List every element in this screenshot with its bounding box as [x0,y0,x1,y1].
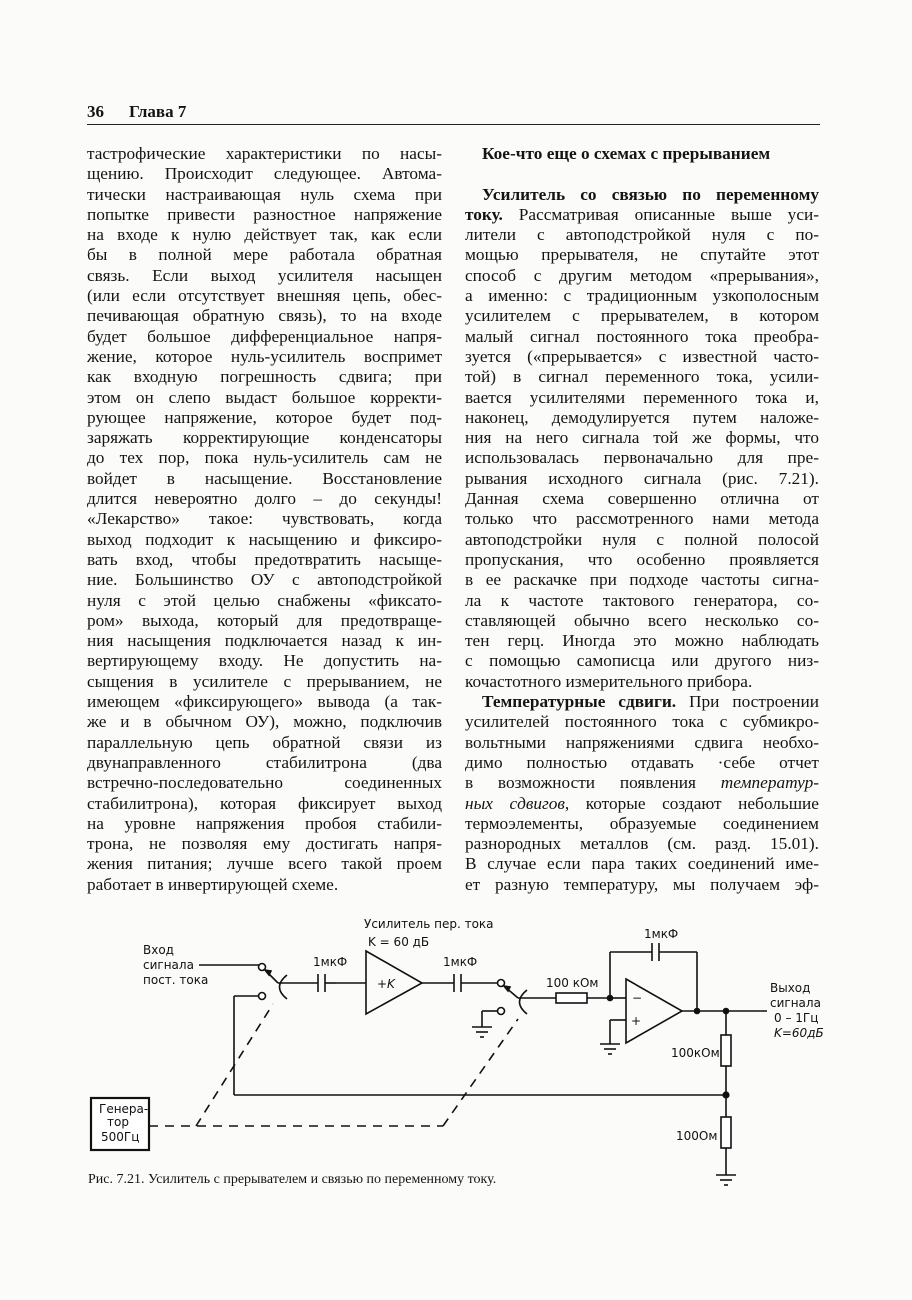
r-ground-label: 100Ом [676,1129,718,1143]
ac-amplifier [336,951,422,1014]
paragraph-line: усилителем с прерывателем, в котором [465,306,819,326]
text-run: в возможности появления [465,773,721,793]
output-label: K=60дБ [774,1026,824,1040]
paragraph-line: трона, не позволяя ему достигать напря- [87,834,442,854]
paragraph-line: печивающая обратную связь), то на входе [87,306,442,326]
paragraph-line: разнородных металлов (см. разд. 15.01). [465,834,819,854]
paragraph-line: двунаправленного стабилитрона (два [87,752,442,772]
paragraph-line: димо полностью отдавать ·себе отчет [465,752,819,772]
paragraph-line: щению. Происходит следующее. Автома- [87,164,442,184]
paragraph-line: усилителей постоянного тока с субмикро- [465,712,819,732]
paragraph-line: будет большое дифференциальное напря- [87,326,442,346]
paragraph-line: же и в обычном ОУ), можно, подключив [87,712,442,732]
run-in-heading-end: току. [465,204,503,224]
chopper-switch-1 [259,964,319,1000]
capacitor-2 [422,974,499,992]
cap2-label: 1мкФ [443,955,478,969]
output-label: 0 – 1Гц [774,1011,819,1025]
paragraph-line: на уровне напряжения пробоя стабили- [87,813,442,833]
input-label: пост. тока [143,973,209,987]
paragraph-line: заряжать корректирующие конденсаторы [87,428,442,448]
paragraph-line [465,773,819,793]
paragraph-line: В случае если пара таких соединений име- [465,854,819,874]
paragraph-line: пропускания, что особенно проявляется [465,549,819,569]
paragraph-ac-coupled [465,225,819,692]
paragraph-line: на входе к нулю действует так, как если [87,225,442,245]
paragraph-line: термоэлементы, образуемые соединением [465,813,819,833]
paragraph-line: ние. Большинство ОУ с автоподстройкой [87,570,442,590]
paragraph-line: ния насыщения подключается назад к ин- [87,631,442,651]
oscillator-500hz [91,1098,149,1150]
left-column [87,144,442,895]
paragraph-line: той) в сигнал переменного тока, усили- [465,367,819,387]
paragraph-line: мощью прерывателя, не спутайте этот [465,245,819,265]
divider-network [234,1011,736,1185]
integrator-opamp [600,943,767,1054]
spacer [465,164,819,184]
cap1-label: 1мкФ [313,955,348,969]
paragraph-line: имеющем «фиксирующего» вывода (а так- [87,692,442,712]
paragraph-temperature [465,712,819,773]
opamp-minus-label: − [632,991,643,1005]
paragraph-line: ром» выхода, который для предотвраще- [87,610,442,630]
italic-term: ных сдвигов [465,793,565,813]
output-label: Выход [770,981,811,995]
paragraph-line: автоподстройки нуля с полной полосой [465,529,819,549]
amp-gain-symbol: +K [377,977,395,991]
right-column [465,144,819,895]
text-run: При построении [676,692,819,712]
paragraph-temperature-cont [465,814,819,895]
switch-linkage [149,1004,518,1126]
input-label: Вход [143,943,174,957]
circuit-diagram [80,910,840,1200]
paragraph-line: жение, которое нуль-усилитель воспримет [87,346,442,366]
paragraph-line [465,185,819,205]
paragraph-line: Данная схема совершенно отлична от [465,489,819,509]
paragraph-line: стабилитрона), которая фиксирует выход [87,793,442,813]
ac-amp-title: Усилитель пер. тока [364,917,494,931]
italic-term: температур- [720,773,819,793]
input-label: сигнала [143,958,194,972]
paragraph-line: вольтными напряжениями сдвига необхо- [465,732,819,752]
r-input-label: 100 кОм [546,976,599,990]
paragraph-line: тен герц. Иногда это можно наблюдать [465,631,819,651]
paragraph-line: лители с автоподстройкой нуля с по- [465,225,819,245]
section-title: Кое-что еще о схемах с прерыванием [482,144,771,163]
page-number: 36 [87,102,104,121]
paragraph-line: (или если отсутствует внешняя цепь, обес- [87,286,442,306]
paragraph-line: попытке привести разностное напряжение [87,204,442,224]
paragraph-line [465,205,819,225]
run-in-heading: Температурные сдвиги. [482,692,677,712]
figure-caption: Рис. 7.21. Усилитель с прерывателем и связью по переменному току. [88,1172,497,1187]
paragraph-line: тастрофические характеристики по насы- [87,144,442,163]
paragraph-line: рующее напряжение, которое будет под- [87,407,442,427]
paragraph-line: ла к частоте тактового генератора, со- [465,590,819,610]
run-in-heading: Усилитель со связью по переменному [482,184,819,204]
paragraph-line: ставляющей обычно всего несколько со- [465,610,819,630]
paragraph-line: вать вход, чтобы предотвратить насыще- [87,549,442,569]
paragraph-line: вается усилителями переменного тока и, [465,387,819,407]
paragraph-line: как входную погрешность сдвига; при [87,367,442,387]
generator-label: Генера- [99,1102,149,1116]
paragraph-line: наконец, демодулируется путем наложе- [465,407,819,427]
paragraph-line: тически настраивающая нуль схема при [87,184,442,204]
paragraph-line: только что рассмотренного нами метода [465,509,819,529]
paragraph-line: связь. Если выход усилителя насыщен [87,265,442,285]
paragraph-line [465,794,819,814]
ac-amp-gain: K = 60 дБ [368,935,430,949]
paragraph-line: длится невероятно долго – до секунды! [87,489,442,509]
paragraph-line: с помощью самописца или другого низ- [465,651,819,671]
paragraph-line: работает в инвертирующей схеме. [87,874,339,894]
paragraph-line: рывания исходного сигнала (рис. 7.21). [465,468,819,488]
paragraph-line: выход подходит к насыщению и фиксиро- [87,529,442,549]
paragraph-line: встречно-последовательно соединенных [87,773,442,793]
capacitor-1 [318,974,336,992]
paragraph-line: кочастотного измерительного прибора. [465,671,753,691]
paragraph-line [465,692,819,712]
paragraph-line: «Лекарство» такое: чувствовать, когда [87,509,442,529]
paragraph-line: способ с другим методом «прерывания», [465,265,819,285]
text-run: , которые создают небольшие [564,793,819,813]
paragraph-line: малый сигнал постоянного тока преобра- [465,326,819,346]
r-feedback-label: 100кОм [671,1046,720,1060]
paragraph-line: нуля с этой целью снабжены «фиксато- [87,590,442,610]
text-run: Рассматривая описанные выше уси- [502,204,819,224]
paragraph-line: ет разную температуру, мы получаем эф- [465,874,819,894]
generator-label: 500Гц [101,1130,140,1144]
generator-label: тор [107,1115,129,1129]
paragraph-line: бы в полной мере работала обратная [87,245,442,265]
paragraph-line: в ее раскачке при подходе частоты сигна- [465,570,819,590]
paragraph-line: войдет в насыщение. Восстановление [87,468,442,488]
paragraph-line: сыщения в усилителе с прерыванием, не [87,671,442,691]
paragraph-line: этом он слепо выдаст большое корректи- [87,387,442,407]
paragraph-line: использовалась первоначально для пре- [465,448,819,468]
cap-feedback-label: 1мкФ [644,927,679,941]
paragraph-line: ния на него сигнала той же формы, что [465,428,819,448]
paragraph-line: вертирующему входу. Не допустить на- [87,651,442,671]
chapter-title: Глава 7 [129,102,187,121]
resistor-100k-input [556,993,610,1003]
paragraph-line: а именно: с традиционным узкополосным [465,286,819,306]
paragraph-line: до тех пор, пока нуль-усилитель сам не [87,448,442,468]
chopper-switch-2 [472,980,556,1038]
paragraph-line: жения питания; лучше всего такой проем [87,854,442,874]
paragraph-line: зуется («прерывается» с известной часто- [465,346,819,366]
output-label: сигнала [770,996,821,1010]
paragraph-line: параллельную цепь обратной связи из [87,732,442,752]
opamp-plus-label: + [631,1014,642,1028]
running-header [87,100,820,125]
